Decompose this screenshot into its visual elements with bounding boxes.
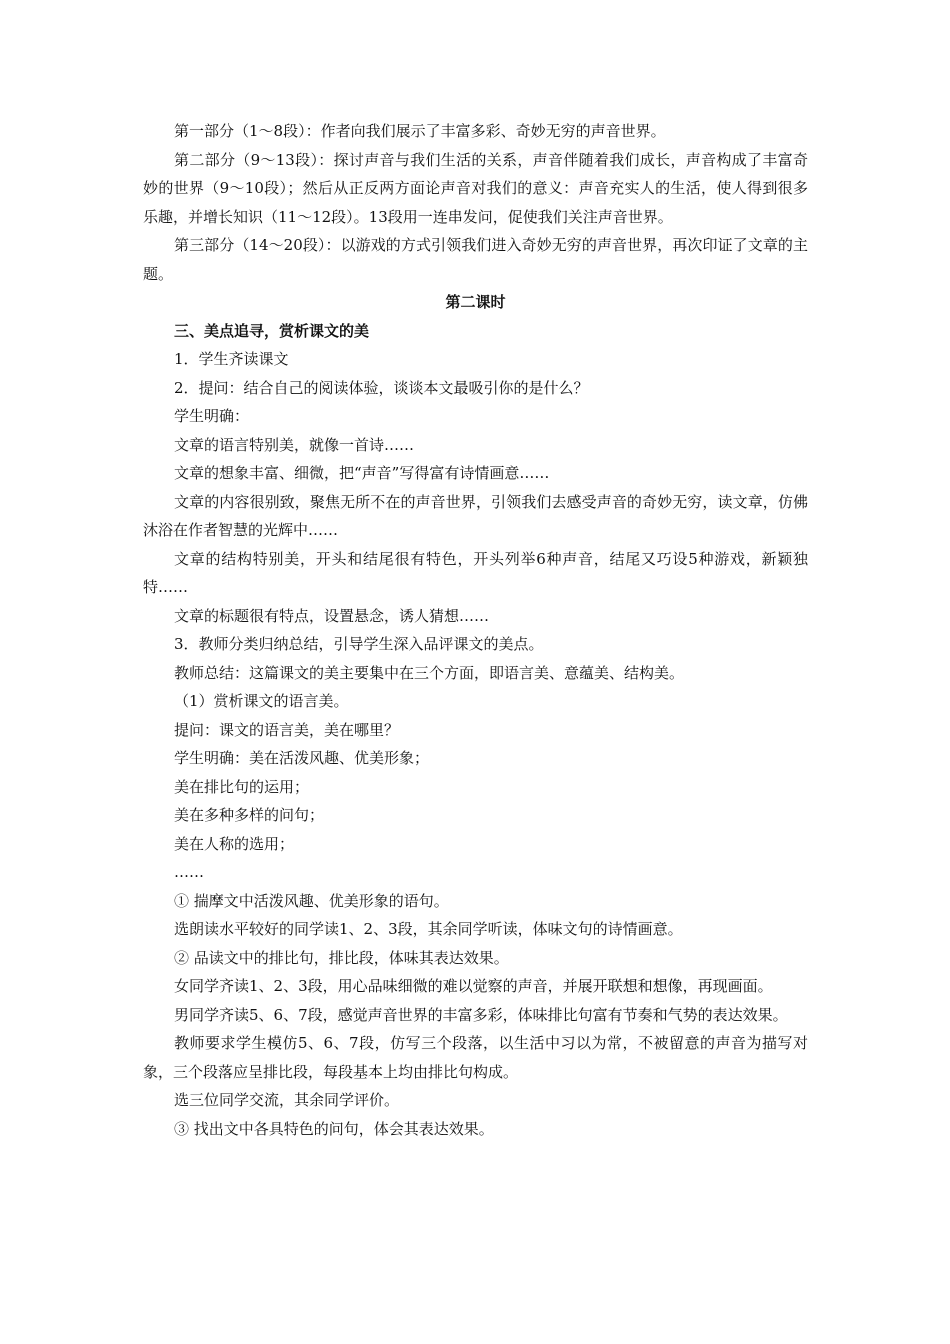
paragraph: 学生明确： — [174, 407, 250, 425]
paragraph: 美在人称的选用； — [174, 834, 295, 853]
paragraph: 学生明确：美在活泼风趣、优美形象； — [174, 749, 430, 767]
paragraph: 文章的想象丰富、细微，把“声音”写得富有诗情画意…… — [174, 464, 550, 482]
paragraph: 男同学齐读5、6、7段，感觉声音世界的丰富多彩，体味排比句富有节奏和气势的表达效果。 — [174, 1005, 788, 1024]
paragraph: 美在排比句的运用； — [174, 777, 310, 796]
paragraph: 文章的内容很别致，聚焦无所不在的声音世界，引领我们去感受声音的奇妙无穷，读文章，仿佛沐浴在作者智慧的光辉中…… — [143, 492, 808, 539]
paragraph: 文章的结构特别美，开头和结尾很有特色，开头列举6种声音，结尾又巧设5种游戏，新颖独特…… — [143, 549, 808, 596]
paragraph: 文章的语言特别美，就像一首诗…… — [174, 435, 415, 454]
document-body — [143, 117, 808, 1143]
paragraph: 1．学生齐读课文 — [174, 350, 289, 368]
paragraph: ③ 找出文中各具特色的问句，体会其表达效果。 — [174, 1119, 494, 1138]
paragraph: 女同学齐读1、2、3段，用心品味细微的难以觉察的声音，并展开联想和想像，再现画面。 — [174, 977, 773, 995]
paragraph-part-one: 第一部分（1～8段）：作者向我们展示了丰富多彩、奇妙无穷的声音世界。 — [174, 122, 666, 140]
paragraph: 3．教师分类归纳总结，引导学生深入品评课文的美点。 — [174, 635, 544, 653]
paragraph: 教师要求学生模仿5、6、7段，仿写三个段落，以生活中习以为常，不被留意的声音为描写对象，三个段落应呈排比段，每段基本上均由排比句构成。 — [143, 1034, 808, 1081]
paragraph: 选朗读水平较好的同学读1、2、3段，其余同学听读，体味文句的诗情画意。 — [174, 920, 683, 938]
paragraph-part-three: 第三部分（14～20段）：以游戏的方式引领我们进入奇妙无穷的声音世界，再次印证了文章的主题。 — [143, 236, 808, 283]
paragraph: ② 品读文中的排比句，排比段，体味其表达效果。 — [174, 948, 509, 967]
subsection-heading: 三、美点追寻，赏析课文的美 — [174, 321, 370, 340]
paragraph: （1）赏析课文的语言美。 — [174, 692, 349, 710]
paragraph: ① 揣摩文中活泼风趣、优美形象的语句。 — [174, 891, 449, 910]
paragraph: 教师总结：这篇课文的美主要集中在三个方面，即语言美、意蕴美、结构美。 — [174, 663, 685, 682]
paragraph: …… — [174, 863, 204, 881]
section-heading: 第二课时 — [445, 293, 506, 311]
paragraph: 美在多种多样的问句； — [174, 806, 325, 824]
paragraph: 选三位同学交流，其余同学评价。 — [174, 1091, 400, 1109]
paragraph: 2．提问：结合自己的阅读体验，谈谈本文最吸引你的是什么？ — [174, 378, 589, 397]
paragraph: 文章的标题很有特点，设置悬念，诱人猜想…… — [174, 606, 490, 625]
paragraph: 提问：课文的语言美，美在哪里？ — [174, 720, 400, 739]
paragraph-part-two: 第二部分（9～13段）：探讨声音与我们生活的关系，声音伴随着我们成长，声音构成了丰富奇妙的世界（9～10段）；然后从正反两方面论声音对我们的意义：声音充实人的生活，使人得到很多乐趣，并增长知识（11～12段）。13段用一连串发问，促使我们关注声音世界。 — [143, 150, 808, 226]
